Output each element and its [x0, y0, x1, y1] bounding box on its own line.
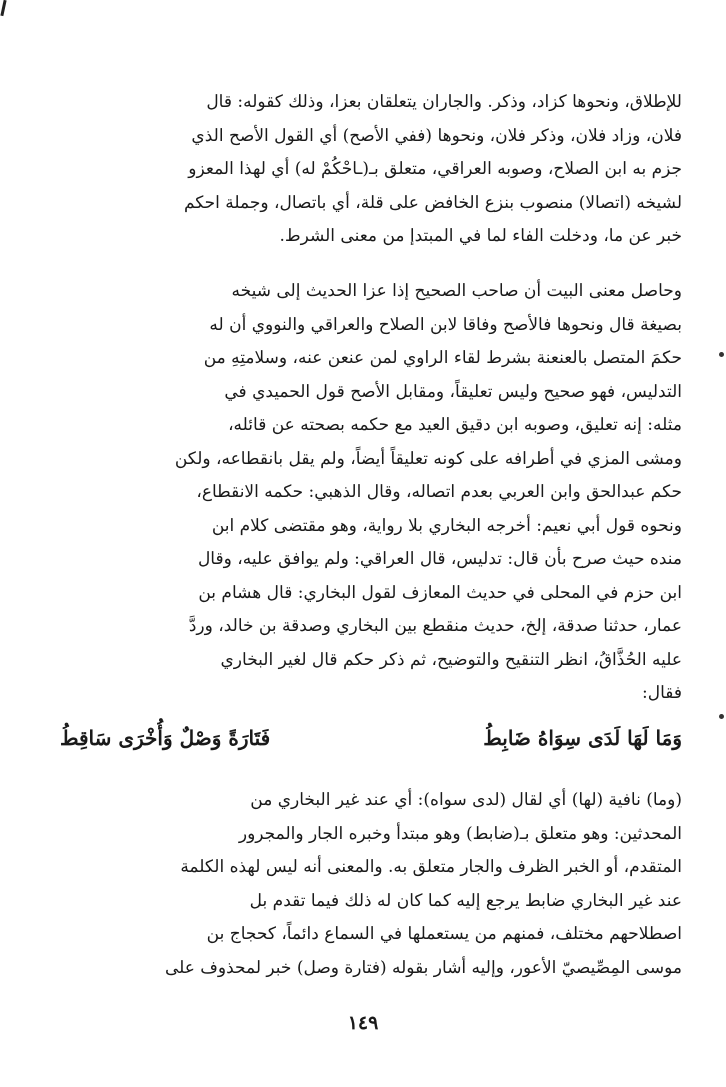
text-line: (وما) نافية (لها) أي لقال (لدى سواه): أي عند غير البخاري من	[250, 790, 682, 810]
text-line: لشيخه (اتصالا) منصوب بنزع الخافض على قلة، أي باتصال، وجملة احكم	[183, 192, 682, 213]
text-line: المتقدم، أو الخبر الظرف والجار متعلق به. والمعنى أنه ليس لهذه الكلمة	[180, 857, 682, 877]
text-line: حكم عبدالحق وابن العربي بعدم اتصاله، وقال الذهبي: حكمه الانقطاع،	[196, 482, 682, 502]
text-line: التدليس، فهو صحيح وليس تعليقاً، ومقابل الأصح قول الحميدي في	[224, 381, 682, 402]
text-line: وحاصل معنى البيت أن صاحب الصحيح إذا عزا الحديث إلى شيخه	[231, 281, 682, 301]
text-line: المحدثين: وهو متعلق بـ(ضابط) وهو مبتدأ وخبره الجار والمجرور	[238, 823, 682, 844]
verse-second-hemistich: فَتَارَةً وَصْلٌ وَأُخْرَى سَاقِطُ	[60, 726, 271, 750]
text-line: جزم به ابن الصلاح، وصوبه العراقي، متعلق بـ(ـاحْكُمْ له) أي لهذا المعزو	[188, 159, 682, 179]
paragraph-3	[60, 784, 682, 985]
text-line: فقال:	[642, 683, 682, 703]
page-number: ١٤٩	[347, 1012, 379, 1034]
paragraph-2	[60, 275, 682, 711]
verse-first-hemistich: وَمَا لَهَا لَدَى سِوَاهُ ضَابِطُ	[483, 726, 682, 750]
text-line: فلان، وزاد فلان، وذكر فلان، ونحوها (ففي الأصح) أي القول الأصح الذي	[191, 125, 682, 146]
text-line: حكمَ المتصل بالعنعنة بشرط لقاء الراوي لمن عنعن عنه، وسلامتِهِ من	[203, 348, 682, 368]
margin-dot	[719, 714, 724, 719]
text-line: موسى المِصِّيصيّ الأعور، وإليه أشار بقوله (فتارة وصل) خبر لمحذوف على	[164, 957, 682, 978]
text-line: خبر عن ما، ودخلت الفاء لما في المبتدإ من معنى الشرط.	[279, 226, 682, 246]
text-line: ومشى المزي في أطرافه على كونه تعليقاً أيضاً، ولم يقل بانقطاعه، ولكن	[174, 448, 682, 469]
verse-line	[60, 726, 682, 750]
text-line: للإطلاق، ونحوها كزاد، وذكر. والجاران يتعلقان بعزا، وذلك كقوله: قال	[206, 92, 682, 112]
text-line: اصطلاحهم مختلف، فمنهم من يستعملها في السماع دائماً، كحجاج بن	[206, 924, 682, 944]
text-line: عند غير البخاري ضابط يرجع إليه كما كان له ذلك فيما تقدم بل	[249, 890, 682, 911]
text-line: ابن حزم في المحلى في حديث المعازف لقول البخاري: قال هشام بن	[198, 582, 682, 603]
text-line: منده حيث صرح بأن قال: تدليس، قال العراقي: ولم يوافق عليه، وقال	[197, 549, 682, 569]
text-line: عليه الحُذَّاقُ، انظر التنقيح والتوضيح، ثم ذكر حكم قال لغير البخاري	[220, 649, 682, 670]
text-line: بصيغة قال ونحوها فالأصح وفاقا لابن الصلاح والعراقي والنووي أن له	[209, 314, 682, 335]
text-line: عمار، حدثنا صدقة، إلخ، حديث منقطع بين البخاري وصدقة بن خالد، وردَّ	[188, 616, 682, 636]
text-line: مثله: إنه تعليق، وصوبه ابن دقيق العيد مع حكمه بصحته عن قائله،	[228, 415, 682, 435]
corner-mark	[0, 0, 6, 16]
margin-dot	[719, 352, 724, 357]
text-line: ونحوه قول أبي نعيم: أخرجه البخاري بلا رواية، وهو مقتضى كلام ابن	[211, 515, 682, 536]
paragraph-1	[60, 86, 682, 254]
